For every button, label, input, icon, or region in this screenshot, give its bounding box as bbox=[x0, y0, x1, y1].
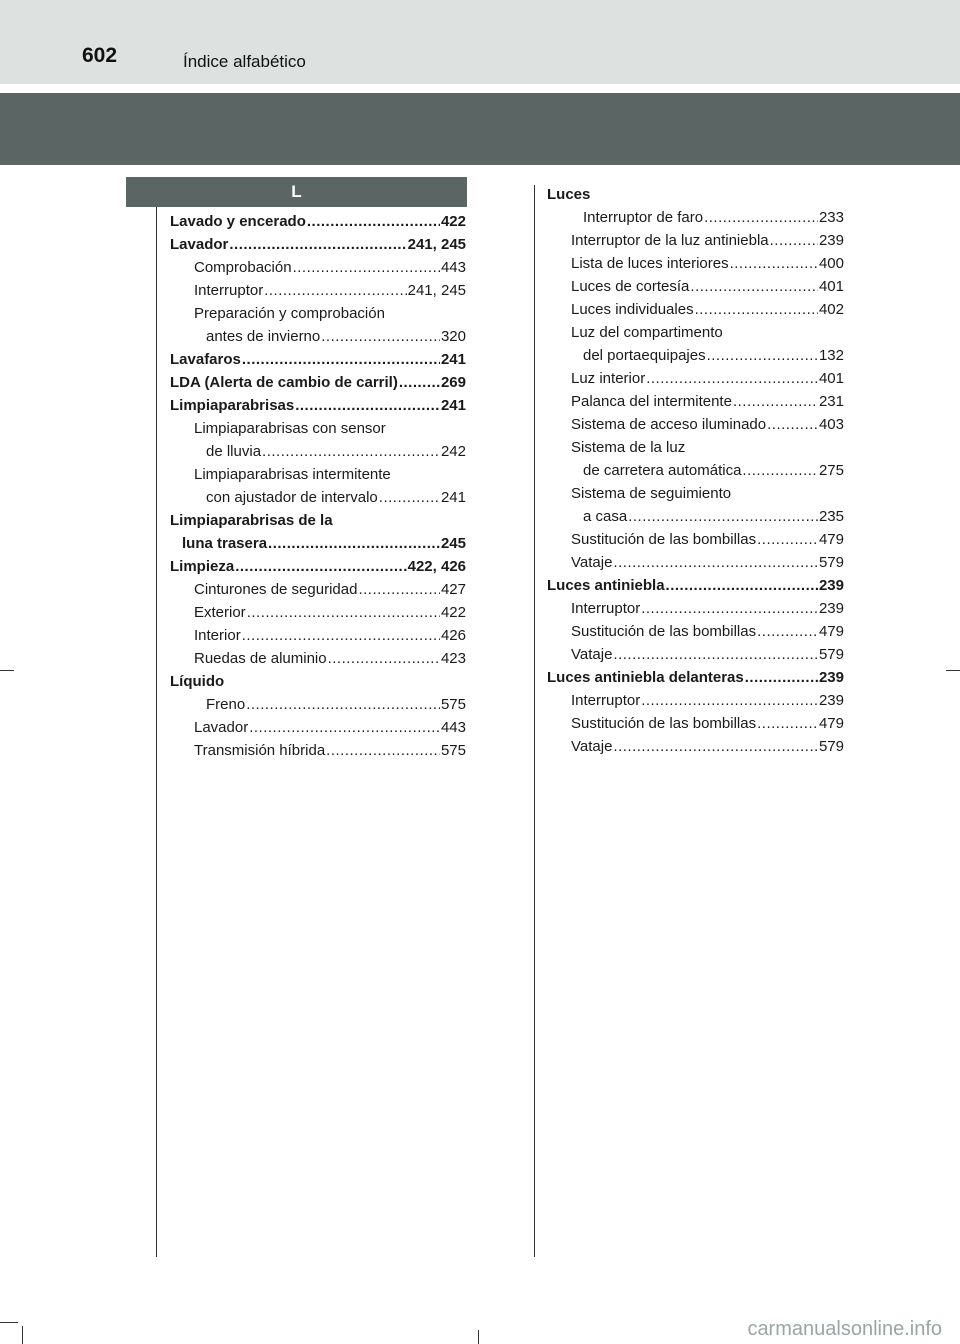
entry-page: 427 bbox=[440, 581, 466, 598]
leader-dots bbox=[666, 576, 818, 596]
index-entry bbox=[194, 741, 466, 761]
entry-label: Luces antiniebla delanteras bbox=[547, 669, 744, 686]
entry-page: 242 bbox=[440, 443, 466, 460]
entry-page: 422, 426 bbox=[407, 558, 466, 575]
leader-dots bbox=[262, 442, 440, 462]
index-entry bbox=[571, 392, 844, 412]
index-entry bbox=[194, 419, 466, 439]
index-entry bbox=[170, 212, 466, 232]
index-entry bbox=[206, 442, 466, 462]
entry-page: 239 bbox=[818, 232, 844, 249]
leader-dots bbox=[326, 741, 440, 761]
leader-dots bbox=[242, 350, 440, 370]
entry-label: Interruptor bbox=[194, 282, 264, 299]
index-entry bbox=[170, 672, 466, 692]
index-entry bbox=[571, 714, 844, 734]
entry-label: Luces antiniebla bbox=[547, 577, 665, 594]
entry-label: Lavador bbox=[170, 236, 229, 253]
entry-page: 241, 245 bbox=[407, 282, 466, 299]
entry-label: Interruptor bbox=[571, 600, 641, 617]
index-entry bbox=[571, 645, 844, 665]
index-entry bbox=[170, 396, 466, 416]
index-entry bbox=[571, 323, 844, 343]
entry-label: Exterior bbox=[194, 604, 246, 621]
entry-page: 245 bbox=[440, 535, 466, 552]
entry-page: 239 bbox=[818, 600, 844, 617]
page-number: 602 bbox=[82, 44, 118, 67]
leader-dots bbox=[730, 254, 818, 274]
leader-dots bbox=[757, 530, 818, 550]
leader-dots bbox=[770, 231, 818, 251]
index-entry bbox=[194, 718, 466, 738]
leader-dots bbox=[704, 208, 818, 228]
entry-page: 235 bbox=[818, 508, 844, 525]
page-header bbox=[0, 0, 960, 84]
entry-page: 422 bbox=[440, 604, 466, 621]
entry-label: Palanca del intermitente bbox=[571, 393, 732, 410]
index-entry bbox=[571, 737, 844, 757]
index-entry bbox=[194, 603, 466, 623]
column-rule-left bbox=[156, 207, 157, 1257]
leader-dots bbox=[613, 645, 818, 665]
entry-label: Lavafaros bbox=[170, 351, 241, 368]
leader-dots bbox=[321, 327, 440, 347]
index-entry bbox=[194, 580, 466, 600]
index-entry bbox=[194, 626, 466, 646]
entry-label: Cinturones de seguridad bbox=[194, 581, 358, 598]
leader-dots bbox=[646, 369, 818, 389]
entry-page: 401 bbox=[818, 370, 844, 387]
leader-dots bbox=[745, 668, 818, 688]
index-entry bbox=[206, 327, 466, 347]
entry-label: Freno bbox=[206, 696, 246, 713]
header-band bbox=[0, 93, 960, 165]
entry-label: Limpiaparabrisas con sensor bbox=[194, 420, 386, 437]
entry-label: Limpiaparabrisas de la bbox=[170, 512, 333, 529]
entry-page: 275 bbox=[818, 462, 844, 479]
index-entry bbox=[571, 691, 844, 711]
entry-page: 479 bbox=[818, 531, 844, 548]
index-entry bbox=[571, 530, 844, 550]
index-entry bbox=[583, 461, 844, 481]
entry-page: 400 bbox=[818, 255, 844, 272]
entry-label: antes de invierno bbox=[206, 328, 321, 345]
index-entry bbox=[583, 346, 844, 366]
entry-label: Lavador bbox=[194, 719, 249, 736]
leader-dots bbox=[247, 603, 440, 623]
index-entry bbox=[194, 304, 466, 324]
index-entry bbox=[571, 231, 844, 251]
leader-dots bbox=[641, 599, 818, 619]
entry-label: de lluvia bbox=[206, 443, 262, 460]
crop-mark bbox=[22, 1326, 23, 1344]
entry-label: Limpiaparabrisas intermitente bbox=[194, 466, 391, 483]
entry-page: 233 bbox=[818, 209, 844, 226]
entry-page: 241 bbox=[440, 351, 466, 368]
leader-dots bbox=[264, 281, 406, 301]
entry-page: 402 bbox=[818, 301, 844, 318]
leader-dots bbox=[229, 235, 406, 255]
index-entry bbox=[182, 534, 466, 554]
leader-dots bbox=[757, 622, 818, 642]
leader-dots bbox=[757, 714, 818, 734]
entry-label: Interior bbox=[194, 627, 241, 644]
entry-label: Vataje bbox=[571, 554, 613, 571]
index-entry bbox=[571, 415, 844, 435]
entry-label: luna trasera bbox=[182, 535, 268, 552]
entry-page: 423 bbox=[440, 650, 466, 667]
entry-label: Luces bbox=[547, 186, 591, 203]
entry-label: Luces individuales bbox=[571, 301, 694, 318]
leader-dots bbox=[249, 718, 440, 738]
entry-label: Sistema de acceso iluminado bbox=[571, 416, 767, 433]
watermark: carmanualsonline.info bbox=[747, 1318, 942, 1340]
index-entry bbox=[206, 695, 466, 715]
entry-page: 579 bbox=[818, 646, 844, 663]
entry-page: 239 bbox=[818, 577, 844, 594]
leader-dots bbox=[295, 396, 440, 416]
entry-page: 231 bbox=[818, 393, 844, 410]
entry-page: 426 bbox=[440, 627, 466, 644]
entry-label: Interruptor de faro bbox=[583, 209, 704, 226]
entry-label: Luces de cortesía bbox=[571, 278, 690, 295]
entry-page: 401 bbox=[818, 278, 844, 295]
entry-page: 269 bbox=[440, 374, 466, 391]
entry-label: con ajustador de intervalo bbox=[206, 489, 378, 506]
entry-page: 479 bbox=[818, 623, 844, 640]
leader-dots bbox=[307, 212, 440, 232]
entry-label: Luz del compartimento bbox=[571, 324, 723, 341]
entry-page: 320 bbox=[440, 328, 466, 345]
entry-label: Sustitución de las bombillas bbox=[571, 531, 757, 548]
page-title: Índice alfabético bbox=[183, 52, 306, 71]
leader-dots bbox=[399, 373, 440, 393]
index-entry bbox=[547, 576, 844, 596]
column-rule-right bbox=[534, 185, 535, 1257]
index-entry bbox=[571, 484, 844, 504]
index-entry bbox=[571, 300, 844, 320]
entry-label: Lavado y encerado bbox=[170, 213, 306, 230]
entry-page: 239 bbox=[818, 669, 844, 686]
entry-label: Lista de luces interiores bbox=[571, 255, 729, 272]
leader-dots bbox=[242, 626, 440, 646]
index-entry bbox=[571, 277, 844, 297]
entry-label: Preparación y comprobación bbox=[194, 305, 385, 322]
index-entry bbox=[194, 281, 466, 301]
index-entry bbox=[583, 507, 844, 527]
entry-label: Comprobación bbox=[194, 259, 292, 276]
entry-label: Sustitución de las bombillas bbox=[571, 623, 757, 640]
index-entry bbox=[170, 373, 466, 393]
entry-label: Ruedas de aluminio bbox=[194, 650, 327, 667]
index-entry bbox=[170, 235, 466, 255]
index-entry bbox=[206, 488, 466, 508]
leader-dots bbox=[293, 258, 440, 278]
entry-label: Limpiaparabrisas bbox=[170, 397, 295, 414]
entry-label: del portaequipajes bbox=[583, 347, 706, 364]
index-entry bbox=[170, 557, 466, 577]
entry-label: LDA (Alerta de cambio de carril) bbox=[170, 374, 398, 391]
entry-page: 241 bbox=[440, 489, 466, 506]
leader-dots bbox=[379, 488, 440, 508]
leader-dots bbox=[328, 649, 440, 669]
entry-page: 403 bbox=[818, 416, 844, 433]
index-entry bbox=[547, 668, 844, 688]
crop-mark bbox=[478, 1330, 479, 1344]
section-letter: L bbox=[126, 177, 467, 207]
crop-mark bbox=[0, 670, 14, 671]
leader-dots bbox=[695, 300, 818, 320]
entry-label: Sistema de seguimiento bbox=[571, 485, 732, 502]
entry-page: 479 bbox=[818, 715, 844, 732]
entry-page: 241 bbox=[440, 397, 466, 414]
leader-dots bbox=[268, 534, 440, 554]
index-entry bbox=[571, 254, 844, 274]
crop-mark bbox=[946, 670, 960, 671]
entry-label: Vataje bbox=[571, 646, 613, 663]
leader-dots bbox=[613, 737, 818, 757]
index-entry bbox=[194, 465, 466, 485]
entry-label: a casa bbox=[583, 508, 628, 525]
entry-label: de carretera automática bbox=[583, 462, 742, 479]
leader-dots bbox=[767, 415, 818, 435]
entry-page: 575 bbox=[440, 742, 466, 759]
index-entry bbox=[571, 553, 844, 573]
index-entry bbox=[194, 649, 466, 669]
index-entry bbox=[170, 350, 466, 370]
index-entry bbox=[571, 622, 844, 642]
leader-dots bbox=[742, 461, 818, 481]
leader-dots bbox=[235, 557, 406, 577]
entry-label: Interruptor bbox=[571, 692, 641, 709]
crop-mark bbox=[0, 1322, 18, 1323]
entry-page: 579 bbox=[818, 738, 844, 755]
index-entry bbox=[571, 599, 844, 619]
leader-dots bbox=[613, 553, 818, 573]
entry-label: Vataje bbox=[571, 738, 613, 755]
leader-dots bbox=[733, 392, 818, 412]
leader-dots bbox=[707, 346, 818, 366]
entry-label: Transmisión híbrida bbox=[194, 742, 326, 759]
index-entry bbox=[571, 369, 844, 389]
entry-page: 422 bbox=[440, 213, 466, 230]
entry-page: 579 bbox=[818, 554, 844, 571]
index-entry bbox=[547, 185, 844, 205]
entry-label: Sustitución de las bombillas bbox=[571, 715, 757, 732]
entry-page: 575 bbox=[440, 696, 466, 713]
leader-dots bbox=[246, 695, 440, 715]
index-entry bbox=[583, 208, 844, 228]
entry-label: Limpieza bbox=[170, 558, 235, 575]
leader-dots bbox=[628, 507, 818, 527]
leader-dots bbox=[641, 691, 818, 711]
index-entry bbox=[170, 511, 466, 531]
entry-label: Sistema de la luz bbox=[571, 439, 686, 456]
entry-label: Interruptor de la luz antiniebla bbox=[571, 232, 769, 249]
entry-page: 239 bbox=[818, 692, 844, 709]
leader-dots bbox=[358, 580, 440, 600]
index-entry bbox=[194, 258, 466, 278]
entry-label: Luz interior bbox=[571, 370, 646, 387]
entry-label: Líquido bbox=[170, 673, 225, 690]
index-entry bbox=[571, 438, 844, 458]
leader-dots bbox=[690, 277, 818, 297]
entry-page: 241, 245 bbox=[407, 236, 466, 253]
entry-page: 443 bbox=[440, 719, 466, 736]
entry-page: 132 bbox=[818, 347, 844, 364]
entry-page: 443 bbox=[440, 259, 466, 276]
